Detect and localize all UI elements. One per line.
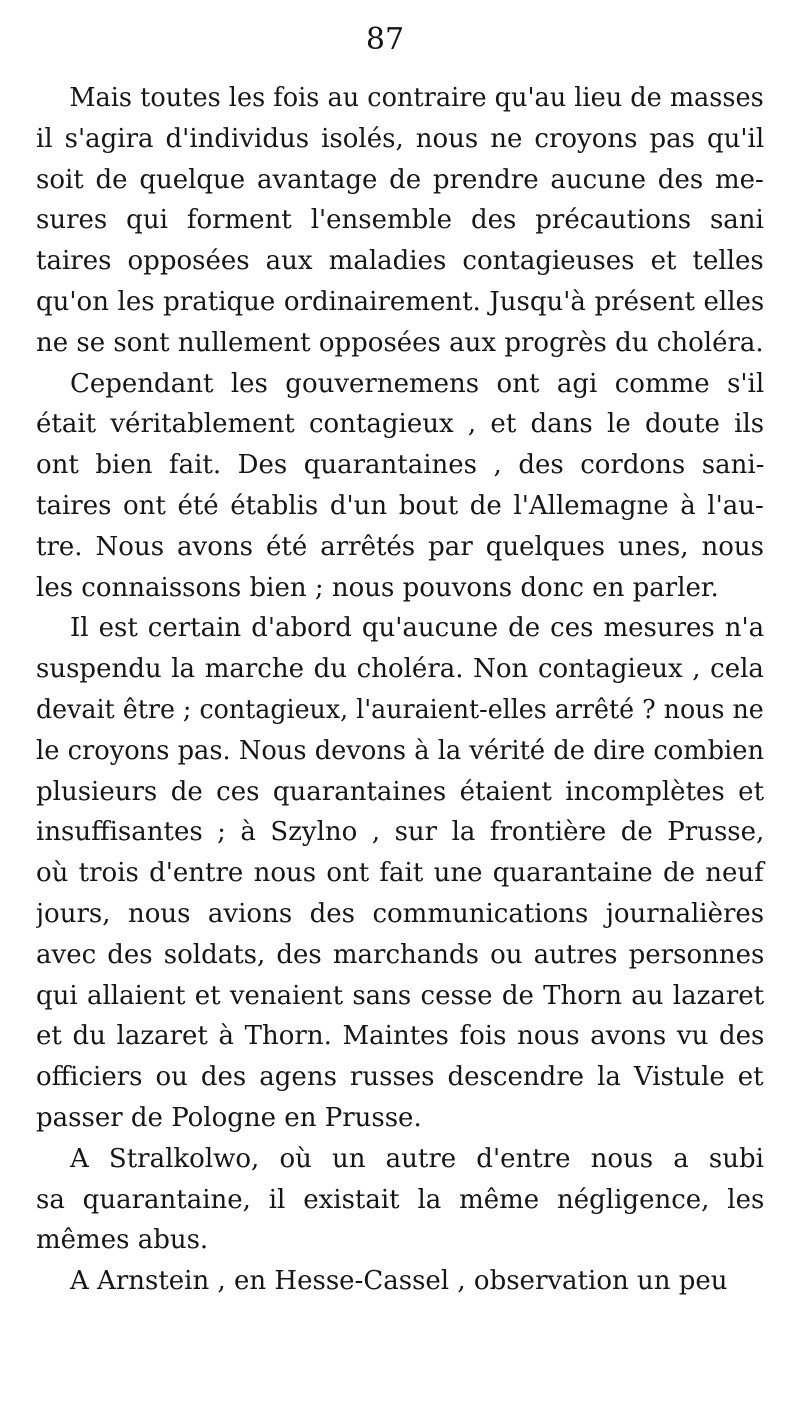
text-line: passer de Pologne en Prusse. — [36, 1102, 422, 1133]
text-line: sures qui forment l'ensemble des précautions sani — [36, 205, 764, 236]
body-text — [36, 78, 800, 1302]
text-line: avec des soldats, des marchands ou autres personnes — [36, 939, 765, 970]
text-line: Mais toutes les fois au contraire qu'au lieu de masses — [69, 83, 764, 113]
text-line: et du lazaret à Thorn. Maintes fois nous avons vu des — [36, 1021, 765, 1052]
text-line: les connaissons bien ; nous pouvons donc en parler. — [36, 572, 719, 603]
text-line: taires opposées aux maladies contagieuses et telles — [36, 246, 764, 277]
text-line: ne se sont nullement opposées aux progrès du choléra. — [36, 327, 764, 358]
text-line: Cependant les gouvernemens ont agi comme s'il — [70, 368, 765, 399]
text-line: insuffisantes ; à Szylno , sur la frontière de Prusse, — [36, 817, 765, 848]
text-line: était véritablement contagieux , et dans le doute ils — [36, 409, 765, 440]
text-line: Il est certain d'abord qu'aucune de ces mesures n'a — [70, 613, 765, 644]
text-line: devait être ; contagieux, l'auraient-elles arrêté ? nous ne — [36, 694, 764, 725]
text-line: plusieurs de ces quarantaines étaient incomplètes et — [36, 776, 765, 807]
page-number: 87 — [365, 22, 405, 57]
text-line: A Arnstein , en Hesse-Cassel , observation un peu — [70, 1266, 728, 1297]
text-line: jours, nous avions des communications journalières — [36, 898, 765, 929]
text-line: qu'on les pratique ordinairement. Jusqu'à présent elles — [36, 286, 765, 317]
text-line: taires ont été établis d'un bout de l'Allemagne à l'au- — [36, 490, 764, 521]
text-line: où trois d'entre nous ont fait une quarantaine de neuf — [36, 858, 764, 889]
text-line: soit de quelque avantage de prendre aucune des me- — [36, 164, 764, 195]
text-line: suspendu la marche du choléra. Non contagieux , cela — [36, 654, 764, 685]
text-line: ont bien fait. Des quarantaines , des cordons sani- — [36, 450, 765, 481]
text-line: A Stralkolwo, où un autre d'entre nous a subi — [70, 1143, 764, 1174]
text-line: mêmes abus. — [36, 1225, 209, 1256]
text-line: officiers ou des agens russes descendre la Vistule et — [36, 1062, 764, 1093]
text-line: il s'agira d'individus isolés, nous ne croyons pas qu'il — [36, 123, 765, 154]
text-line: qui allaient et venaient sans cesse de Thorn au lazaret — [36, 980, 765, 1011]
text-line: tre. Nous avons été arrêtés par quelques unes, nous — [36, 531, 764, 562]
text-line: sa quarantaine, il existait la même négligence, les — [36, 1184, 765, 1215]
text-line: le croyons pas. Nous devons à la vérité de dire combien — [36, 735, 765, 766]
